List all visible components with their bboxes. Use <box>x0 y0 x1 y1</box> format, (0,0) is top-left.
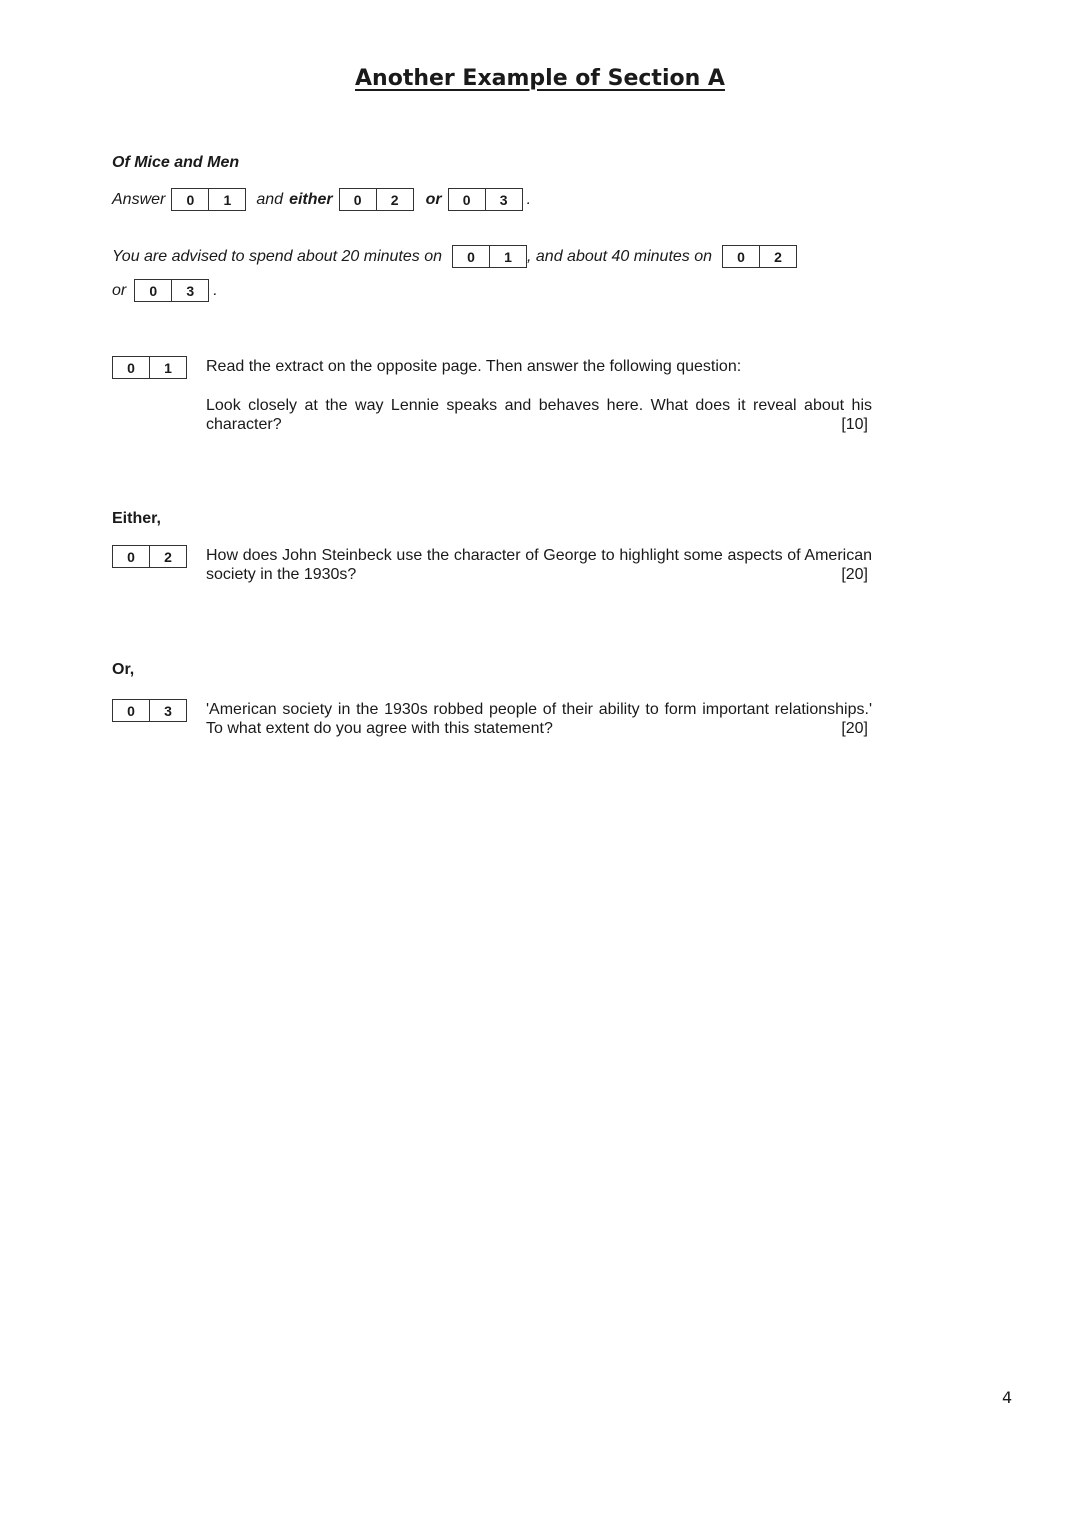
question-box-02: 0 2 <box>339 188 414 211</box>
question-body: How does John Steinbeck use the character of George to highlight some aspects of American society in the 1930s? <box>206 547 872 583</box>
section-name: Of Mice and Men <box>112 154 240 171</box>
question-box-03: 0 3 <box>448 188 523 211</box>
question-text <box>206 546 872 584</box>
question-box-03: 0 3 <box>134 279 209 302</box>
question-number-box: 0 1 <box>112 356 187 379</box>
question-intro: Read the extract on the opposite page. Then answer the following question: <box>206 358 742 375</box>
question-marks: [10] <box>841 416 868 433</box>
question-marks: [20] <box>841 720 868 737</box>
advice-text-1: You are advised to spend about 20 minutes on <box>112 247 443 265</box>
or-word: or <box>112 281 127 299</box>
question-text <box>206 700 872 738</box>
either-word: either <box>289 190 333 208</box>
page-number: 4 <box>1002 1388 1013 1407</box>
either-label: Either, <box>112 510 161 527</box>
answer-word: Answer <box>112 190 166 208</box>
question-box-01: 0 1 <box>452 245 527 268</box>
question-box-01: 0 1 <box>171 188 246 211</box>
or-word: or <box>425 190 442 208</box>
question-marks: [20] <box>841 566 868 583</box>
time-advice-line <box>112 245 797 268</box>
advice-text-2: , and about 40 minutes on <box>527 247 713 265</box>
question-box-02: 0 2 <box>722 245 797 268</box>
question-number-box: 0 3 <box>112 699 187 722</box>
page-title: Another Example of Section A <box>355 66 725 91</box>
or-label: Or, <box>112 661 135 678</box>
question-text <box>206 357 872 434</box>
question-body: Look closely at the way Lennie speaks and behaves here. What does it reveal about his character? <box>206 397 872 433</box>
time-advice-line-2: or 0 3 . <box>112 279 218 302</box>
question-number-box: 0 2 <box>112 545 187 568</box>
answer-instruction: Answer 0 1 and either 0 2 or 0 3 . <box>112 188 531 211</box>
question-body: 'American society in the 1930s robbed people of their ability to form important relationships.' To what extent do you agree with this statement? <box>206 701 872 737</box>
and-word: and <box>256 190 284 208</box>
